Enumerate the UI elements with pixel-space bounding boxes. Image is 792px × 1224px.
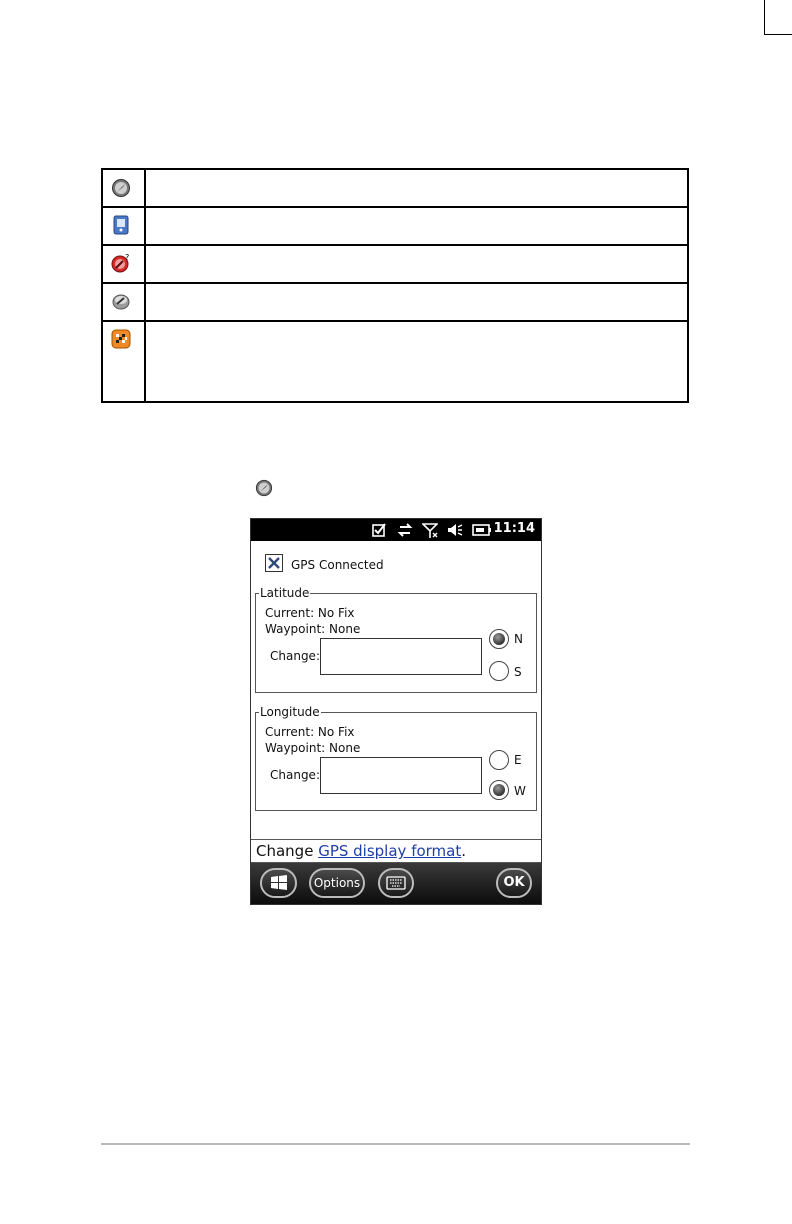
table-row-divider	[103, 320, 687, 322]
longitude-radio-e[interactable]	[489, 750, 509, 770]
sync-arrows-icon	[397, 522, 413, 538]
crop-mark-vertical	[764, 0, 765, 34]
longitude-radio-w-label: W	[514, 784, 526, 798]
blue-device-icon	[111, 215, 131, 235]
start-button[interactable]	[260, 868, 297, 898]
speaker-mute-icon	[447, 522, 463, 538]
gps-connected-checkbox[interactable]	[265, 554, 283, 572]
gps-format-suffix: .	[461, 842, 467, 860]
status-bar	[251, 519, 541, 541]
latitude-change-label: Change:	[270, 649, 320, 663]
latitude-radio-n-label: N	[514, 632, 523, 646]
gps-display-format-link[interactable]: GPS display format	[318, 842, 462, 860]
longitude-radio-e-label: E	[514, 753, 522, 767]
latitude-change-input[interactable]	[320, 638, 482, 675]
no-signal-icon	[422, 522, 438, 538]
battery-charging-icon	[472, 522, 492, 538]
softkey-bar	[251, 863, 541, 904]
latitude-radio-s[interactable]	[489, 661, 509, 681]
orange-app-icon	[111, 329, 131, 349]
checkbox-status-icon	[371, 522, 387, 538]
latitude-radio-s-label: S	[514, 665, 522, 679]
options-button[interactable]: Options	[309, 868, 365, 898]
close-x-icon	[266, 555, 282, 571]
longitude-current: Current: No Fix	[265, 725, 355, 739]
keyboard-icon	[386, 876, 406, 890]
divider	[251, 839, 541, 840]
keyboard-button[interactable]	[378, 868, 414, 898]
longitude-change-input[interactable]	[320, 757, 482, 794]
status-clock: 11:14	[493, 521, 535, 536]
gray-satellite-icon	[111, 291, 131, 311]
longitude-waypoint: Waypoint: None	[265, 741, 361, 755]
longitude-radio-w[interactable]	[489, 780, 509, 800]
red-gps-error-icon	[111, 253, 131, 273]
table-row-divider	[103, 244, 687, 246]
table-column-divider	[144, 170, 146, 401]
gps-compass-icon	[111, 178, 131, 198]
gps-format-prefix: Change	[256, 842, 319, 860]
latitude-waypoint: Waypoint: None	[265, 622, 361, 636]
table-row-divider	[103, 282, 687, 284]
windows-start-icon	[269, 873, 289, 893]
longitude-legend: Longitude	[260, 705, 320, 719]
longitude-change-label: Change:	[270, 768, 320, 782]
crop-mark-horizontal	[764, 34, 792, 35]
phone-screen	[251, 519, 541, 904]
latitude-radio-n[interactable]	[489, 629, 509, 649]
footer-rule	[101, 1143, 690, 1145]
ok-button[interactable]: OK	[496, 868, 532, 898]
latitude-legend: Latitude	[260, 586, 310, 600]
table-row-divider	[103, 206, 687, 208]
gps-format-line	[256, 842, 466, 860]
gps-compass-icon	[255, 479, 273, 497]
gps-connected-label: GPS Connected	[291, 558, 384, 572]
latitude-current: Current: No Fix	[265, 606, 355, 620]
svg-text:?: ?	[125, 253, 130, 262]
icon-legend-table	[101, 168, 689, 403]
